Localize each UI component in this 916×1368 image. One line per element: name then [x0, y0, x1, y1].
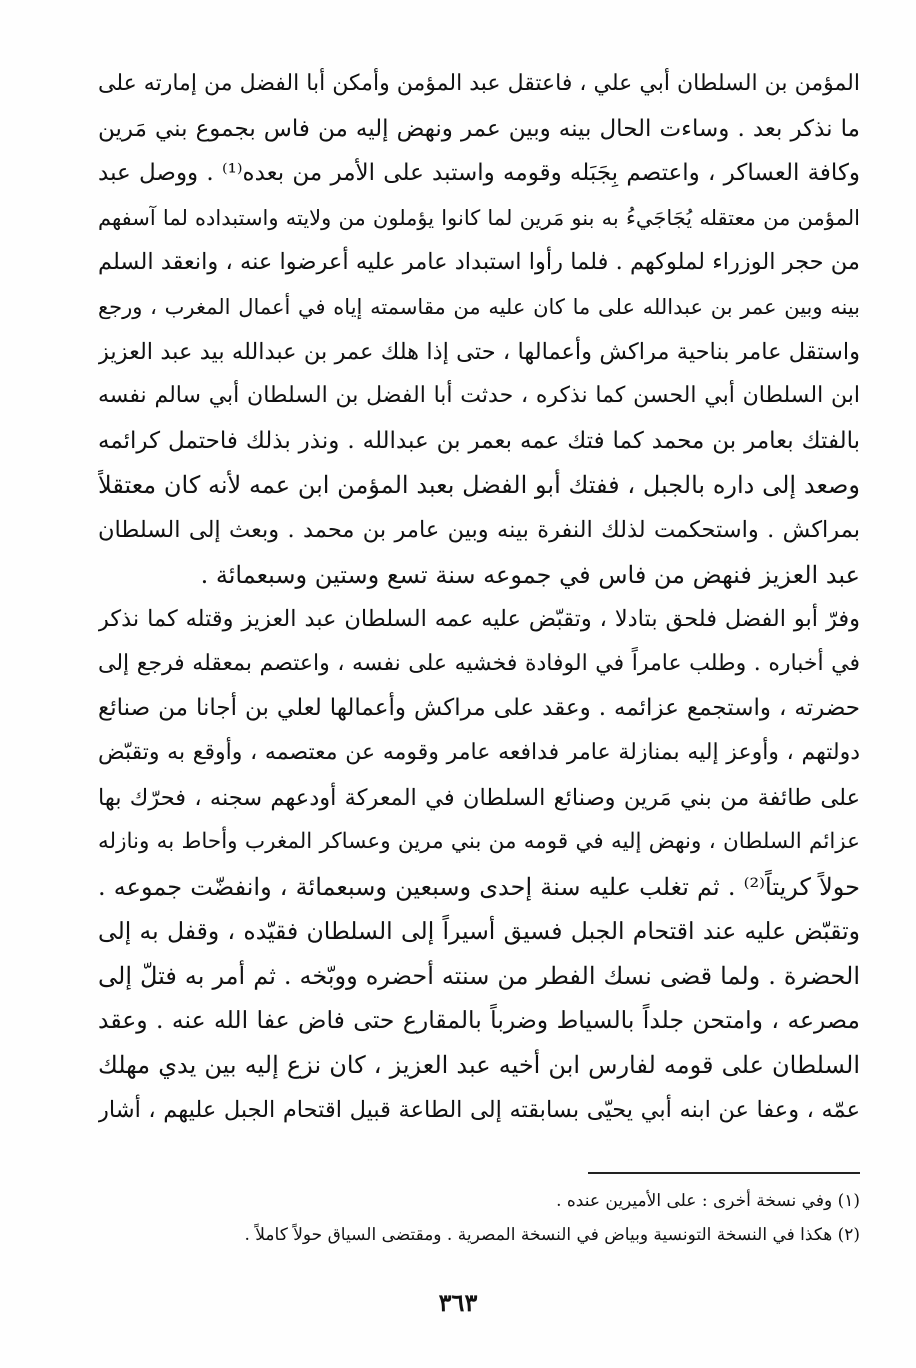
text-line-19: حولاً كريتاً⁽²⁾ . ثم تغلب عليه سنة إحدى وسبعين وسبعمائة ، وانفضّت جموعه .: [98, 872, 860, 901]
body-text: [98, 62, 860, 1132]
text-line-23: السلطان على قومه لفارس ابن أخيه عبد العزيز ، كان نزع إليه بين يدي مهلك: [98, 1051, 860, 1080]
text-line-22: مصرعه ، وامتحن جلداً بالسياط وضرباً بالمقارع حتى فاض عفا الله عنه . وعقد: [98, 1006, 860, 1035]
text-line-7: واستقل عامر بناحية مراكش وأعمالها ، حتى إذا هلك عمر بن عبدالله بيد عبد العزيز: [98, 338, 860, 365]
footnote-divider: [588, 1172, 860, 1174]
footnotes: [200, 1184, 860, 1252]
text-line-14: في أخباره . وطلب عامراً في الوفادة فخشيه على نفسه ، واعتصم بمعقله فرجع إلى: [98, 650, 860, 676]
text-line-18: عزائم السلطان ، ونهض إليه في قومه من بني مرين وعساكر المغرب وأحاط به ونازله: [98, 829, 860, 855]
text-line-17: على طائفة من بني مَرين وصنائع السلطان في المعركة أودعهم سجنه ، فحرّك بها: [98, 784, 860, 811]
text-line-6: بينه وبين عمر بن عبدالله على ما كان عليه من مقاسمته إياه في أعمال المغرب ، ورجع: [98, 294, 860, 319]
text-line-4: المؤمن من معتقله يُجَاجَيءُ به بنو مَرين لما كانوا يؤملون من ولايته واستبداده لما آسفهم: [98, 205, 860, 230]
text-line-10: وصعد إلى داره بالجبل ، ففتك أبو الفضل بعبد المؤمن ابن عمه لأنه كان معتقلاً: [98, 471, 860, 500]
text-line-1: المؤمن بن السلطان أبي علي ، فاعتقل عبد المؤمن وأمكن أبا الفضل من إمارته على: [98, 71, 860, 96]
text-line-21: الحضرة . ولما قضى نسك الفطر من سنته أحضره ووبّخه . ثم أمر به فتلّ إلى: [98, 961, 860, 990]
text-line-16: دولتهم ، وأوعز إليه بمنازلة عامر فدافعه عامر وقومه عن معتصمه ، وأوقع به وتقبّض: [98, 739, 860, 765]
text-line-15: حضرته ، واستجمع عزائمه . وعقد على مراكش وأعمالها لعلي بن أجانا من صنائع: [98, 695, 860, 722]
text-line-11: بمراكش . واستحكمت لذلك النفرة بينه وبين عامر بن محمد . وبعث إلى السلطان: [98, 516, 860, 543]
page-number: ٣٦٣: [438, 1288, 478, 1317]
text-line-13: وفرّ أبو الفضل فلحق بتادلا ، وتقبّض عليه عمه السلطان عبد العزيز وقتله كما نذكر: [98, 606, 860, 633]
footnote-2: (٢) هكذا في النسخة التونسية وبياض في النسخة المصرية . ومقتضى السياق حولاً كاملاً .: [244, 1225, 860, 1245]
text-line-9: بالفتك بعامر بن محمد كما فتك عمه بعمر بن عبدالله . ونذر بذلك فاحتمل كرائمه: [98, 427, 860, 454]
text-line-5: من حجر الوزراء لملوكهم . فلما رأوا استبداد عامر عليه أعرضوا عنه ، وانعقد السلم: [98, 249, 860, 276]
footnote-1: (١) وفي نسخة أخرى : على الأميرين عنده .: [556, 1191, 860, 1211]
text-line-8: ابن السلطان أبي الحسن كما نذكره ، حدثت أبا الفضل بن السلطان أبي سالم نفسه: [98, 383, 860, 409]
text-line-3: وكافة العساكر ، واعتصم بِجَبَله وقومه واستبد على الأمر من بعده⁽¹⁾ . ووصل عبد: [98, 160, 860, 187]
text-line-2: ما نذكر بعد . وساءت الحال بينه وبين عمر ونهض إليه من فاس بجموع بني مَرين: [98, 115, 860, 142]
text-line-12: عبد العزيز فنهض من فاس في جموعه سنة تسع وستين وسبعمائة .: [200, 560, 860, 589]
text-line-20: وتقبّض عليه عند اقتحام الجبل فسيق أسيراً إلى السلطان فقيّده ، وقفل به إلى: [98, 917, 860, 946]
text-line-24: عمّه ، وعفا عن ابنه أبي يحيّى بسابقته إلى الطاعة قبيل اقتحام الجبل عليهم ، أشار: [98, 1096, 860, 1123]
